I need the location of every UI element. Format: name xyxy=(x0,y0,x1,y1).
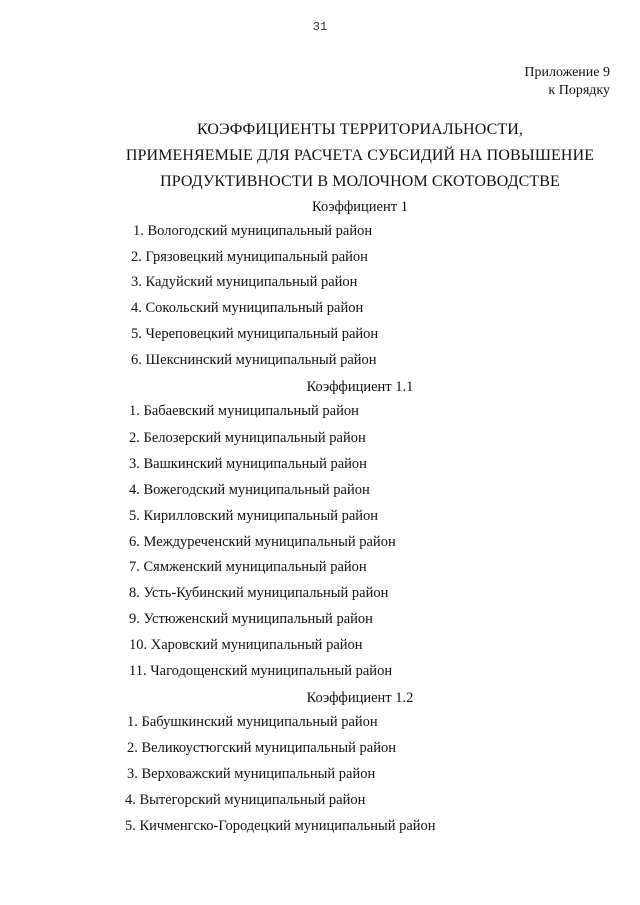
list-item: 2. Белозерский муниципальный район xyxy=(129,430,366,446)
list-item: 11. Чагодощенский муниципальный район xyxy=(129,663,393,679)
list-item: 6. Междуреченский муниципальный район xyxy=(129,534,396,550)
list-item: 6. Шекснинский муниципальный район xyxy=(131,352,377,368)
list-item: 1. Бабушкинский муниципальный район xyxy=(127,714,378,730)
coefficient-heading-2: Коэффициент 1.1 xyxy=(306,379,414,395)
list-item: 3. Вашкинский муниципальный район xyxy=(129,456,367,472)
list-item: 4. Сокольский муниципальный район xyxy=(131,300,364,316)
appendix-note xyxy=(524,64,610,100)
list-item: 5. Череповецкий муниципальный район xyxy=(131,326,379,342)
list-item: 9. Устюженский муниципальный район xyxy=(129,611,373,627)
page-number: 31 xyxy=(312,20,328,34)
list-item: 3. Верховажский муниципальный район xyxy=(127,766,376,782)
document-title xyxy=(0,117,640,195)
list-item: 1. Бабаевский муниципальный район xyxy=(129,403,359,419)
coefficient-heading-1: Коэффициент 1 xyxy=(312,199,408,215)
appendix-line-1: Приложение 9 xyxy=(524,65,610,80)
list-item: 8. Усть-Кубинский муниципальный район xyxy=(129,585,389,601)
list-item: 5. Кичменгско-Городецкий муниципальный район xyxy=(125,818,436,834)
title-line-3: ПРОДУКТИВНОСТИ В МОЛОЧНОМ СКОТОВОДСТВЕ xyxy=(160,173,560,190)
list-item: 2. Грязовецкий муниципальный район xyxy=(131,249,368,265)
list-item: 4. Вожегодский муниципальный район xyxy=(129,482,370,498)
list-item: 10. Харовский муниципальный район xyxy=(129,637,363,653)
list-item: 7. Сямженский муниципальный район xyxy=(129,559,367,575)
list-item: 2. Великоустюгский муниципальный район xyxy=(127,740,397,756)
list-item: 4. Вытегорский муниципальный район xyxy=(125,792,366,808)
title-line-2: ПРИМЕНЯЕМЫЕ ДЛЯ РАСЧЕТА СУБСИДИЙ НА ПОВЫШЕНИЕ xyxy=(125,147,595,164)
list-item: 5. Кирилловский муниципальный район xyxy=(129,508,379,524)
coefficient-heading-3: Коэффициент 1.2 xyxy=(306,690,414,706)
list-item: 3. Кадуйский муниципальный район xyxy=(131,274,358,290)
appendix-line-2: к Порядку xyxy=(548,83,610,98)
title-line-1: КОЭФФИЦИЕНТЫ ТЕРРИТОРИАЛЬНОСТИ, xyxy=(197,121,523,138)
list-item: 1. Вологодский муниципальный район xyxy=(133,223,373,239)
